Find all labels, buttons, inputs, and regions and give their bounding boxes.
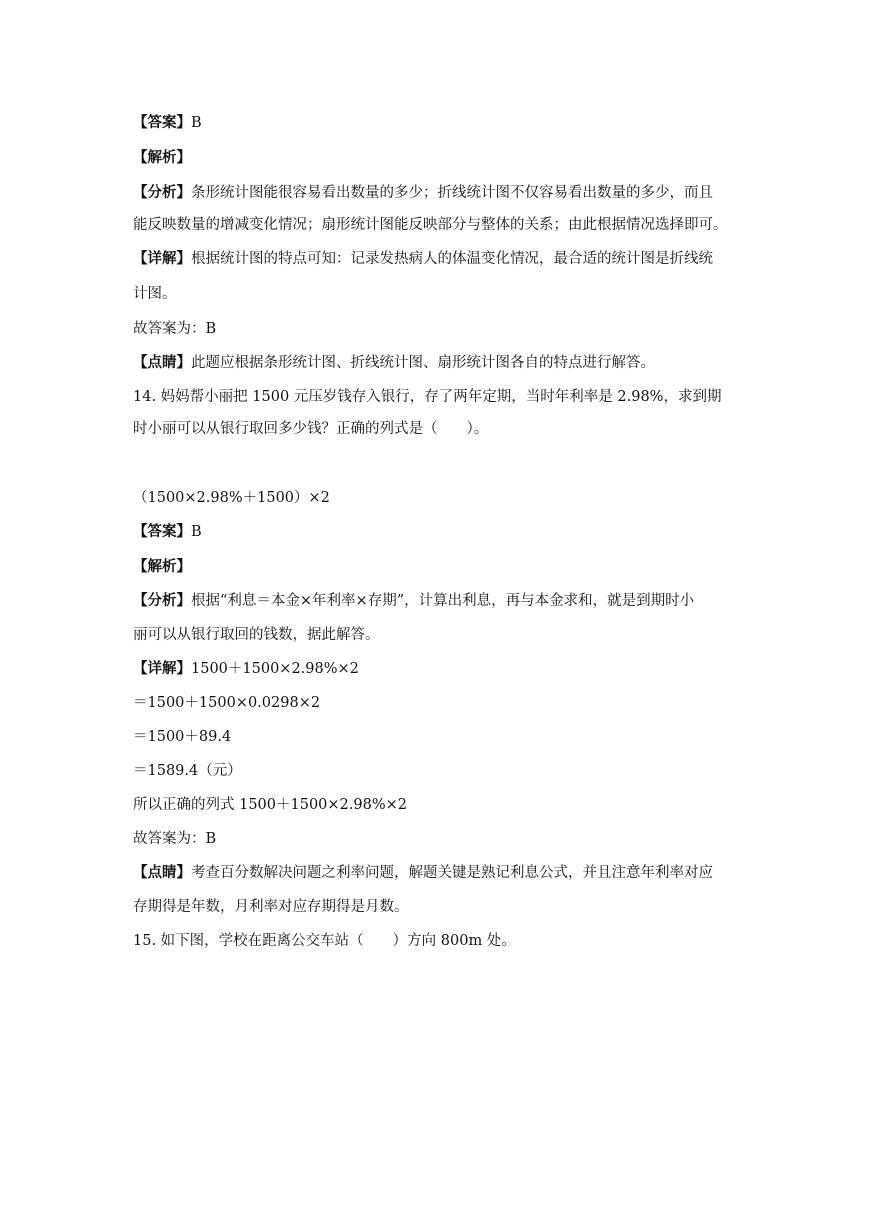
xiangjie-text: 根据统计图的特点可知：记录发热病人的体温变化情况，最合适的统计图是折线统 [191,251,713,267]
q14-xiangjie-step1 [133,659,743,679]
q14-question-line1 [133,387,743,407]
q13-fenxi-line1 [133,183,743,203]
dianjing-tag: 【点睛】 [133,864,191,881]
answer-tag: 【答案】 [133,523,191,540]
calc-step: ＝1589.4（元） [133,763,242,779]
calc-step: 1500＋1500×2.98%×2 [191,661,359,677]
q14-step4 [133,761,743,781]
conclusion-text: 故答案为：B [133,321,217,337]
answer-value: B [191,524,202,540]
q14-question-line2 [133,419,743,439]
q14-answer [133,522,743,542]
answer-value: B [191,115,202,131]
xiangjie-text-cont: 计图。 [133,286,177,302]
q14-conclusion [133,829,743,849]
q13-xiangjie-line2 [133,284,743,304]
q14-fenxi-line2 [133,625,743,645]
fenxi-text-cont: 能反映数量的增减变化情况；扇形统计图能反映部分与整体的关系；由此根据情况选择即可。 [133,217,728,233]
fenxi-text: 根据“利息＝本金×年利率×存期”，计算出利息，再与本金求和，就是到期时小 [191,593,695,609]
question-text-cont: 时小丽可以从银行取回多少钱？正确的列式是（ ）。 [133,421,489,437]
calc-step: ＝1500＋89.4 [133,729,232,745]
analysis-tag: 【解析】 [133,558,191,575]
q14-option-d-text [133,488,743,508]
fenxi-tag: 【分析】 [133,184,191,201]
q13-conclusion [133,319,743,339]
q13-analysis-heading [133,148,743,168]
q14-dianjing-line1 [133,863,743,883]
dianjing-text-cont: 存期得是年数，月利率对应存期得是月数。 [133,899,409,915]
q14-so-line [133,795,743,815]
dianjing-text: 考查百分数解决问题之利率问题，解题关键是熟记利息公式，并且注意年利率对应 [191,865,713,881]
so-text: 所以正确的列式 1500＋1500×2.98%×2 [133,797,407,813]
xiangjie-tag: 【详解】 [133,250,191,267]
q14-fenxi-line1 [133,591,743,611]
q14-step2 [133,693,743,713]
q14-step3 [133,727,743,747]
fenxi-tag: 【分析】 [133,592,191,609]
answer-tag: 【答案】 [133,114,191,131]
option-d-text: （1500×2.98%＋1500）×2 [133,490,330,506]
q13-fenxi-line2 [133,215,743,235]
fenxi-text: 条形统计图能很容易看出数量的多少；折线统计图不仅容易看出数量的多少，而且 [191,185,713,201]
q13-answer [133,113,743,133]
q14-analysis-heading [133,557,743,577]
q15-question [133,931,743,951]
q14-dianjing-line2 [133,897,743,917]
conclusion-text: 故答案为：B [133,831,217,847]
xiangjie-tag: 【详解】 [133,660,191,677]
q13-xiangjie-line1 [133,249,743,269]
fenxi-text-cont: 丽可以从银行取回的钱数，据此解答。 [133,627,380,643]
analysis-tag: 【解析】 [133,149,191,166]
q13-dianjing [133,353,743,373]
question-text: 14. 妈妈帮小丽把 1500 元压岁钱存入银行，存了两年定期，当时年利率是 2.98%，求到期 [133,389,722,405]
calc-step: ＝1500＋1500×0.0298×2 [133,695,321,711]
dianjing-text: 此题应根据条形统计图、折线统计图、扇形统计图各自的特点进行解答。 [191,355,655,371]
dianjing-tag: 【点睛】 [133,354,191,371]
question-text: 15. 如下图，学校在距离公交车站（ ）方向 800m 处。 [133,933,516,949]
